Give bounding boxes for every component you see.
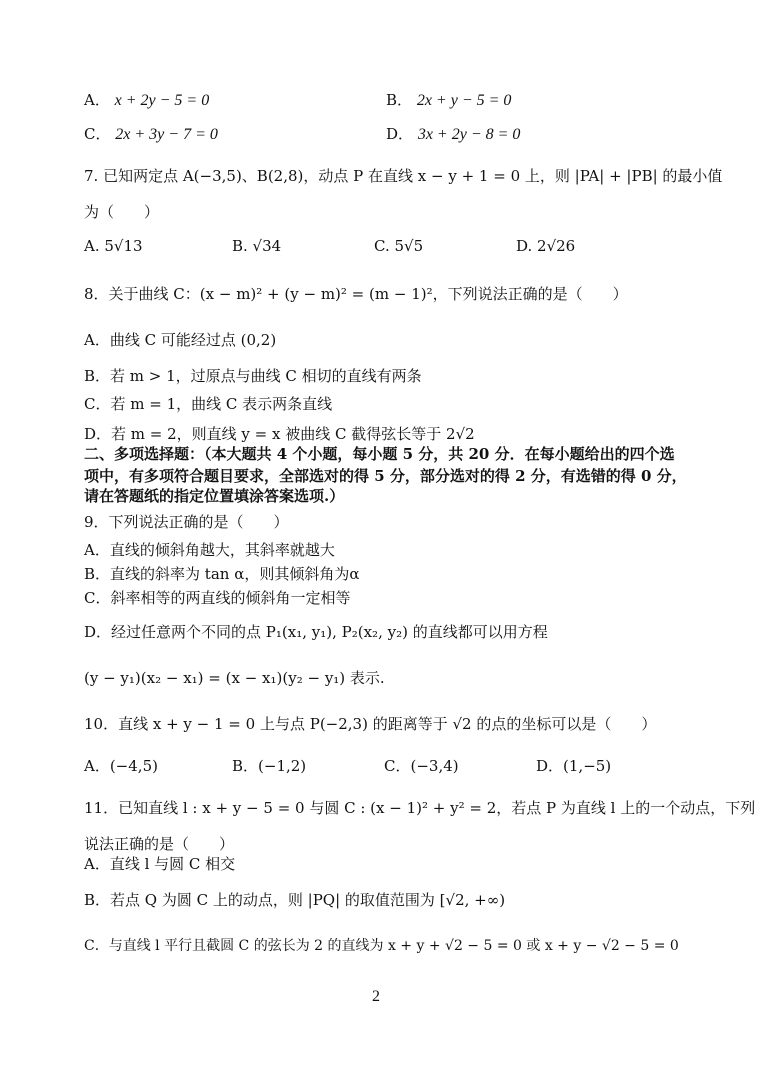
q11-stem-line2: 说法正确的是（ ） [84, 835, 235, 853]
q7-stem-line1: 7. 已知两定点 A(−3,5)、B(2,8)，动点 P 在直线 x − y + 1 = 0 上，则 |PA| + |PB| 的最小值 [84, 167, 723, 185]
q10-option-b: B．(−1,2) [232, 757, 307, 775]
q9-option-c: C．斜率相等的两直线的倾斜角一定相等 [84, 589, 351, 607]
q9-stem: 9．下列说法正确的是（ ） [84, 513, 289, 531]
q7-option-a: A. 5√13 [84, 237, 143, 255]
q11-option-b: B．若点 Q 为圆 C 上的动点，则 |PQ| 的取值范围为 [√2, +∞) [84, 891, 506, 909]
q7-option-c: C. 5√5 [374, 237, 424, 255]
q11-option-a: A．直线 l 与圆 C 相交 [84, 855, 236, 873]
q8-option-d: D．若 m = 2，则直线 y = x 被曲线 C 截得弦长等于 2√2 [84, 425, 475, 443]
q6-option-b [386, 90, 511, 111]
q9-option-d-equation: (y − y₁)(x₂ − x₁) = (x − x₁)(y₂ − y₁) 表示. [84, 669, 385, 687]
section2-line3: 请在答题纸的指定位置填涂答案选项.） [84, 487, 345, 505]
q6-option-b-label: B． [386, 91, 413, 109]
q8-stem: 8．关于曲线 C：(x − m)² + (y − m)² = (m − 1)²，下列说法正确的是（ ） [84, 285, 628, 303]
q11-option-c: C．与直线 l 平行且截圆 C 的弦长为 2 的直线为 x + y + √2 − 5 = 0 或 x + y − √2 − 5 = 0 [84, 938, 679, 954]
section2-line1: 二、多项选择题：（本大题共 4 个小题，每小题 5 分，共 20 分．在每小题给出的四个选 [84, 445, 675, 463]
q6-option-c [84, 124, 218, 145]
q6-option-a-label: A． [84, 91, 110, 109]
q7-option-d: D. 2√26 [516, 237, 576, 255]
q6-option-c-label: C． [84, 125, 111, 143]
q8-option-b: B．若 m > 1，过原点与曲线 C 相切的直线有两条 [84, 367, 422, 385]
q6-option-b-expr: 2x + y − 5 = 0 [416, 92, 512, 109]
q6-option-d-label: D． [386, 125, 414, 143]
q8-option-c: C．若 m = 1，曲线 C 表示两条直线 [84, 395, 333, 413]
q8-option-a: A．曲线 C 可能经过点 (0,2) [84, 331, 277, 349]
q10-option-a: A．(−4,5) [84, 757, 158, 775]
q10-option-d: D．(1,−5) [536, 757, 612, 775]
section2-line2: 项中，有多项符合题目要求，全部选对的得 5 分，部分选对的得 2 分，有选错的得 0 分， [84, 467, 687, 485]
q9-option-d: D．经过任意两个不同的点 P₁(x₁, y₁), P₂(x₂, y₂) 的直线都可以用方程 [84, 623, 548, 641]
q9-option-b: B．直线的斜率为 tan α，则其倾斜角为α [84, 565, 360, 583]
q11-stem-line1: 11．已知直线 l : x + y − 5 = 0 与圆 C : (x − 1)² + y² = 2，若点 P 为直线 l 上的一个动点，下列 [84, 799, 756, 817]
q6-option-a [84, 90, 209, 111]
page-number: 2 [372, 988, 380, 1005]
q6-option-c-expr: 2x + 3y − 7 = 0 [115, 126, 218, 143]
q6-option-d-expr: 3x + 2y − 8 = 0 [417, 126, 521, 143]
q9-option-a: A．直线的倾斜角越大，其斜率就越大 [84, 541, 335, 559]
q10-option-c: C．(−3,4) [384, 757, 459, 775]
q10-stem: 10．直线 x + y − 1 = 0 上与点 P(−2,3) 的距离等于 √2 的点的坐标可以是（ ） [84, 715, 657, 733]
q7-option-b: B. √34 [232, 237, 282, 255]
q7-stem-line2: 为（ ） [84, 203, 160, 221]
q6-option-a-expr: x + 2y − 5 = 0 [114, 92, 210, 109]
q6-option-d [386, 124, 520, 145]
